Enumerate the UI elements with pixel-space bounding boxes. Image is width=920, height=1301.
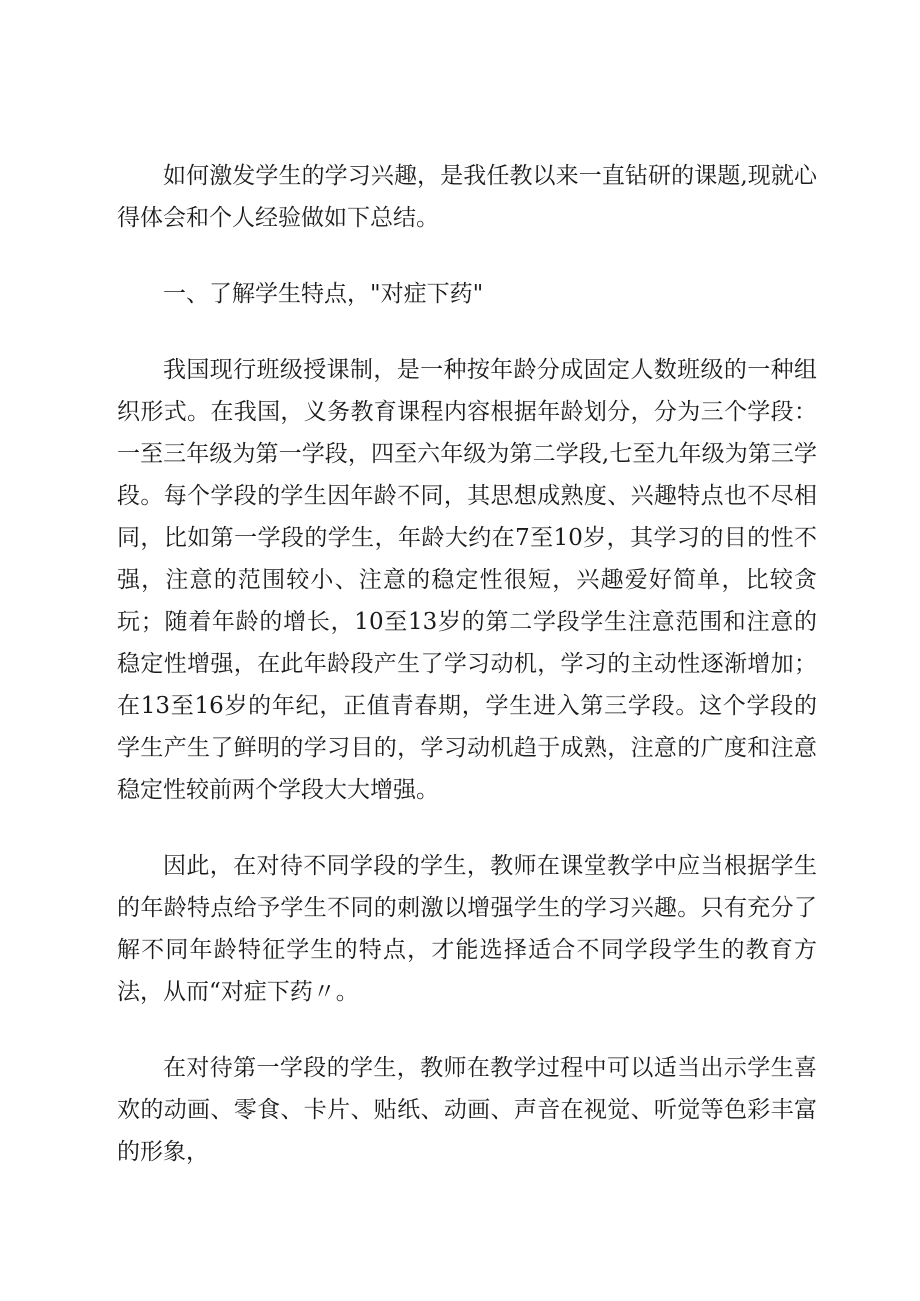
body-paragraph: 我国现行班级授课制，是一种按年龄分成固定人数班级的一种组织形式。在我国，义务教育课程内容根据年龄划分，分为三个学段：一至三年级为第一学段，四至六年级为第二学段,七至九年级为第三学段。每个学段的学生因年龄不同，其思想成熟度、兴趣特点也不尽相同，比如第一学段的学生，年龄大约在7至10岁，其学习的目的性不强，注意的范围较小、注意的稳定性很短，兴趣爱好简单，比较贪玩；随着年龄的增长，10至13岁的第二学段学生注意范围和注意的稳定性增强，在此年龄段产生了学习动机，学习的主动性逐渐增加；在13至16岁的年纪，正值青春期，学生进入第三学段。这个学段的学生产生了鲜明的学习目的，学习动机趋于成熟，注意的广度和注意稳定性较前两个学段大大增强。: [117, 357, 817, 803]
section-heading: 一、了解学生特点，"对症下药": [163, 281, 484, 307]
document-body: [117, 155, 817, 1207]
intro-paragraph: 如何激发学生的学习兴趣，是我任教以来一直钻研的课题,现就心得体会和个人经验做如下总结。: [117, 163, 817, 231]
body-paragraph: 在对待第一学段的学生，教师在教学过程中可以适当出示学生喜欢的动画、零食、卡片、贴纸、动画、声音在视觉、听觉等色彩丰富的形象，: [117, 1055, 817, 1165]
body-paragraph: 因此，在对待不同学段的学生，教师在课堂教学中应当根据学生的年龄特点给予学生不同的刺激以增强学生的学习兴趣。只有充分了解不同年龄特征学生的特点，才能选择适合不同学段学生的教育方法，从而“对症下药〃。: [117, 853, 817, 1005]
